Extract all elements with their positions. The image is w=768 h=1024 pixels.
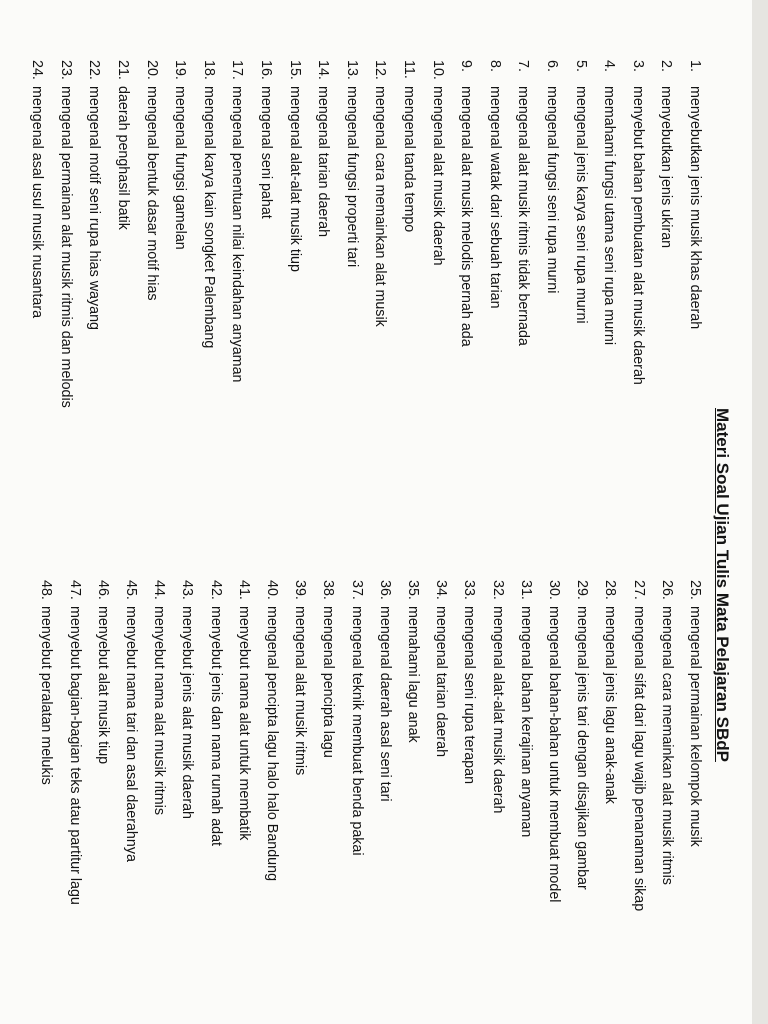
item-text: menyebut jenis dan nama rumah adat — [207, 606, 224, 847]
list-item — [489, 580, 507, 813]
item-number: 29. — [574, 580, 591, 600]
item-text: mengenal alat musik daerah — [429, 86, 446, 266]
item-number: 14. — [315, 60, 332, 80]
item-number: 11. — [401, 60, 417, 79]
item-number: 40. — [264, 580, 280, 600]
list-item — [143, 60, 161, 301]
list-item — [291, 580, 309, 775]
list-item — [200, 60, 218, 348]
list-item — [543, 60, 561, 293]
list-item — [460, 580, 478, 784]
item-number: 39. — [292, 580, 309, 600]
item-number: 18. — [200, 60, 217, 80]
item-text: mengenal penentuan nilai keindahan anyaman — [229, 86, 246, 383]
item-text: mengenal jenis tari dengan disajikan gambar — [574, 606, 591, 890]
list-item — [343, 60, 361, 267]
item-number: 15. — [286, 60, 303, 80]
list-item — [178, 580, 196, 819]
list-item — [114, 60, 132, 230]
item-number: 10. — [429, 60, 446, 80]
item-text: daerah penghasil batik — [115, 86, 131, 230]
list-item — [657, 60, 675, 248]
item-number: 45. — [123, 580, 139, 600]
item-number: 23. — [57, 60, 74, 80]
item-text: mengenal alat musik ritmis — [292, 606, 309, 776]
item-number: 22. — [86, 60, 103, 80]
list-item — [514, 60, 532, 346]
list-item — [66, 580, 84, 905]
item-text: menyebut peralatan melukis — [38, 606, 55, 785]
item-number: 26. — [658, 580, 675, 600]
list-item — [122, 580, 140, 862]
item-text: mengenal fungsi gamelan — [172, 86, 189, 250]
item-number: 38. — [320, 580, 337, 600]
list-item — [94, 580, 112, 764]
list-item — [257, 60, 275, 219]
item-number: 37. — [348, 580, 365, 600]
item-text: menyebut alat musik tiup — [94, 606, 111, 765]
list-item — [207, 580, 225, 846]
list-item — [573, 580, 591, 890]
item-text: mengenal seni rupa terapan — [461, 606, 478, 785]
list-item — [57, 60, 75, 408]
list-item — [486, 60, 504, 309]
item-number: 24. — [29, 60, 46, 80]
list-item — [371, 60, 389, 327]
item-text: mengenal cara memainkan alat musik — [372, 86, 389, 327]
item-number: 34. — [433, 580, 450, 600]
item-text: mengenal seni pahat — [258, 86, 274, 219]
item-text: memahami fungsi utama seni rupa murni — [601, 86, 618, 346]
list-item — [600, 60, 618, 345]
item-text: mengenal tanda tempo — [401, 86, 417, 233]
item-number: 13. — [343, 60, 360, 80]
list-item — [85, 60, 103, 330]
item-number: 7. — [515, 60, 532, 72]
item-text: mengenal motif seni rupa hias wayang — [86, 86, 103, 330]
list-item — [286, 60, 304, 272]
list-item — [630, 580, 648, 911]
list-item — [658, 580, 676, 885]
item-number: 42. — [207, 580, 224, 600]
list-item — [404, 580, 422, 743]
item-text: mengenal teknik membuat benda pakai — [348, 606, 365, 856]
item-number: 43. — [179, 580, 196, 600]
item-number: 12. — [372, 60, 389, 80]
item-text: mengenal cara memainkan alat musik ritmis — [658, 606, 675, 885]
document-title: Materi Soal Ujian Tulis Mata Pelajaran SBdP — [713, 408, 732, 762]
item-text: mengenal jenis lagu anak-anak — [602, 606, 619, 804]
list-item — [235, 580, 253, 840]
item-text: mengenal daerah asal seni tari — [376, 606, 393, 802]
list-item — [400, 60, 418, 232]
list-item — [686, 60, 704, 329]
item-number: 6. — [544, 60, 560, 72]
list-item — [171, 60, 189, 250]
item-number: 48. — [38, 580, 55, 600]
item-text: menyebutkan jenis ukiran — [658, 86, 675, 249]
item-text: mengenal pencipta lagu halo halo Bandung — [264, 606, 280, 882]
item-text: menyebutkan jenis musik khas daerah — [687, 86, 703, 330]
item-text: mengenal bahan kerajinan anyaman — [517, 606, 534, 838]
item-number: 33. — [461, 580, 478, 600]
item-text: mengenal bentuk dasar motif hias — [143, 86, 160, 301]
item-text: menyebut nama tari dan asal daerahnya — [123, 606, 139, 862]
item-number: 20. — [143, 60, 160, 80]
item-number: 36. — [376, 580, 393, 600]
item-text: mengenal alat musik ritmis tidak bernada — [515, 86, 532, 346]
item-text: mengenal alat-alat musik tiup — [286, 86, 303, 272]
list-item — [348, 580, 366, 856]
item-text: mengenal tarian daerah — [315, 86, 332, 238]
item-number: 9. — [458, 60, 475, 72]
list-item — [37, 580, 55, 785]
item-number: 46. — [94, 580, 111, 600]
item-text: mengenal sifat dari lagu wajib penanaman sikap — [630, 606, 647, 912]
item-number: 21. — [115, 60, 131, 80]
list-item — [376, 580, 394, 802]
item-text: menyebut nama alat musik ritmis — [151, 606, 168, 815]
item-text: mengenal jenis karya seni rupa murni — [572, 86, 589, 324]
item-text: mengenal bahan-bahan untuk membuat model — [546, 606, 562, 903]
item-number: 8. — [486, 60, 503, 72]
item-number: 17. — [229, 60, 246, 80]
item-number: 5. — [572, 60, 589, 72]
list-item — [572, 60, 590, 324]
item-number: 2. — [658, 60, 675, 72]
item-number: 19. — [172, 60, 189, 80]
item-text: mengenal watak dari sebuah tarian — [486, 86, 503, 309]
item-number: 3. — [629, 60, 646, 72]
list-item — [686, 580, 704, 847]
list-item — [517, 580, 535, 837]
item-text: menyebut bahan pembuatan alat musik daerah — [629, 86, 646, 385]
item-number: 16. — [258, 60, 274, 80]
list-item — [429, 60, 447, 266]
list-item — [457, 60, 475, 347]
item-number: 47. — [66, 580, 83, 600]
item-number: 41. — [235, 580, 252, 600]
list-item — [28, 60, 46, 318]
list-item — [545, 580, 563, 902]
item-text: mengenal fungsi seni rupa murni — [544, 86, 560, 294]
item-number: 1. — [687, 60, 703, 72]
item-text: memahami lagu anak — [405, 606, 421, 743]
item-number: 31. — [517, 580, 534, 600]
item-number: 35. — [405, 580, 421, 600]
item-text: mengenal permainan alat musik ritmis dan melodis — [57, 86, 74, 408]
list-item — [150, 580, 168, 815]
item-text: mengenal alat-alat musik daerah — [489, 606, 506, 814]
item-text: menyebut bagian-bagian teks atau partitur lagu — [66, 606, 83, 905]
list-item — [319, 580, 337, 758]
list-item — [263, 580, 281, 881]
item-number: 32. — [489, 580, 506, 600]
item-number: 44. — [151, 580, 168, 600]
item-text: mengenal tarian daerah — [433, 606, 450, 758]
item-text: mengenal permainan kelompok musik — [687, 606, 703, 847]
item-text: mengenal pencipta lagu — [320, 606, 337, 758]
item-number: 30. — [546, 580, 562, 600]
item-text: mengenal fungsi properti tari — [343, 86, 360, 268]
item-number: 27. — [630, 580, 647, 600]
item-number: 4. — [601, 60, 618, 72]
list-item — [228, 60, 246, 383]
list-item — [629, 60, 647, 385]
item-text: mengenal asal usul musik nusantara — [29, 86, 46, 319]
item-text: menyebut jenis alat musik daerah — [179, 606, 196, 819]
item-text: mengenal karya kain songket Palembang — [200, 86, 217, 349]
list-item — [601, 580, 619, 804]
item-text: mengenal alat musik melodis pernah ada — [458, 86, 475, 347]
list-item — [432, 580, 450, 757]
item-text: menyebut nama alat untuk membatik — [235, 606, 252, 841]
item-number: 28. — [602, 580, 619, 600]
item-number: 25. — [687, 580, 703, 600]
list-item — [314, 60, 332, 237]
